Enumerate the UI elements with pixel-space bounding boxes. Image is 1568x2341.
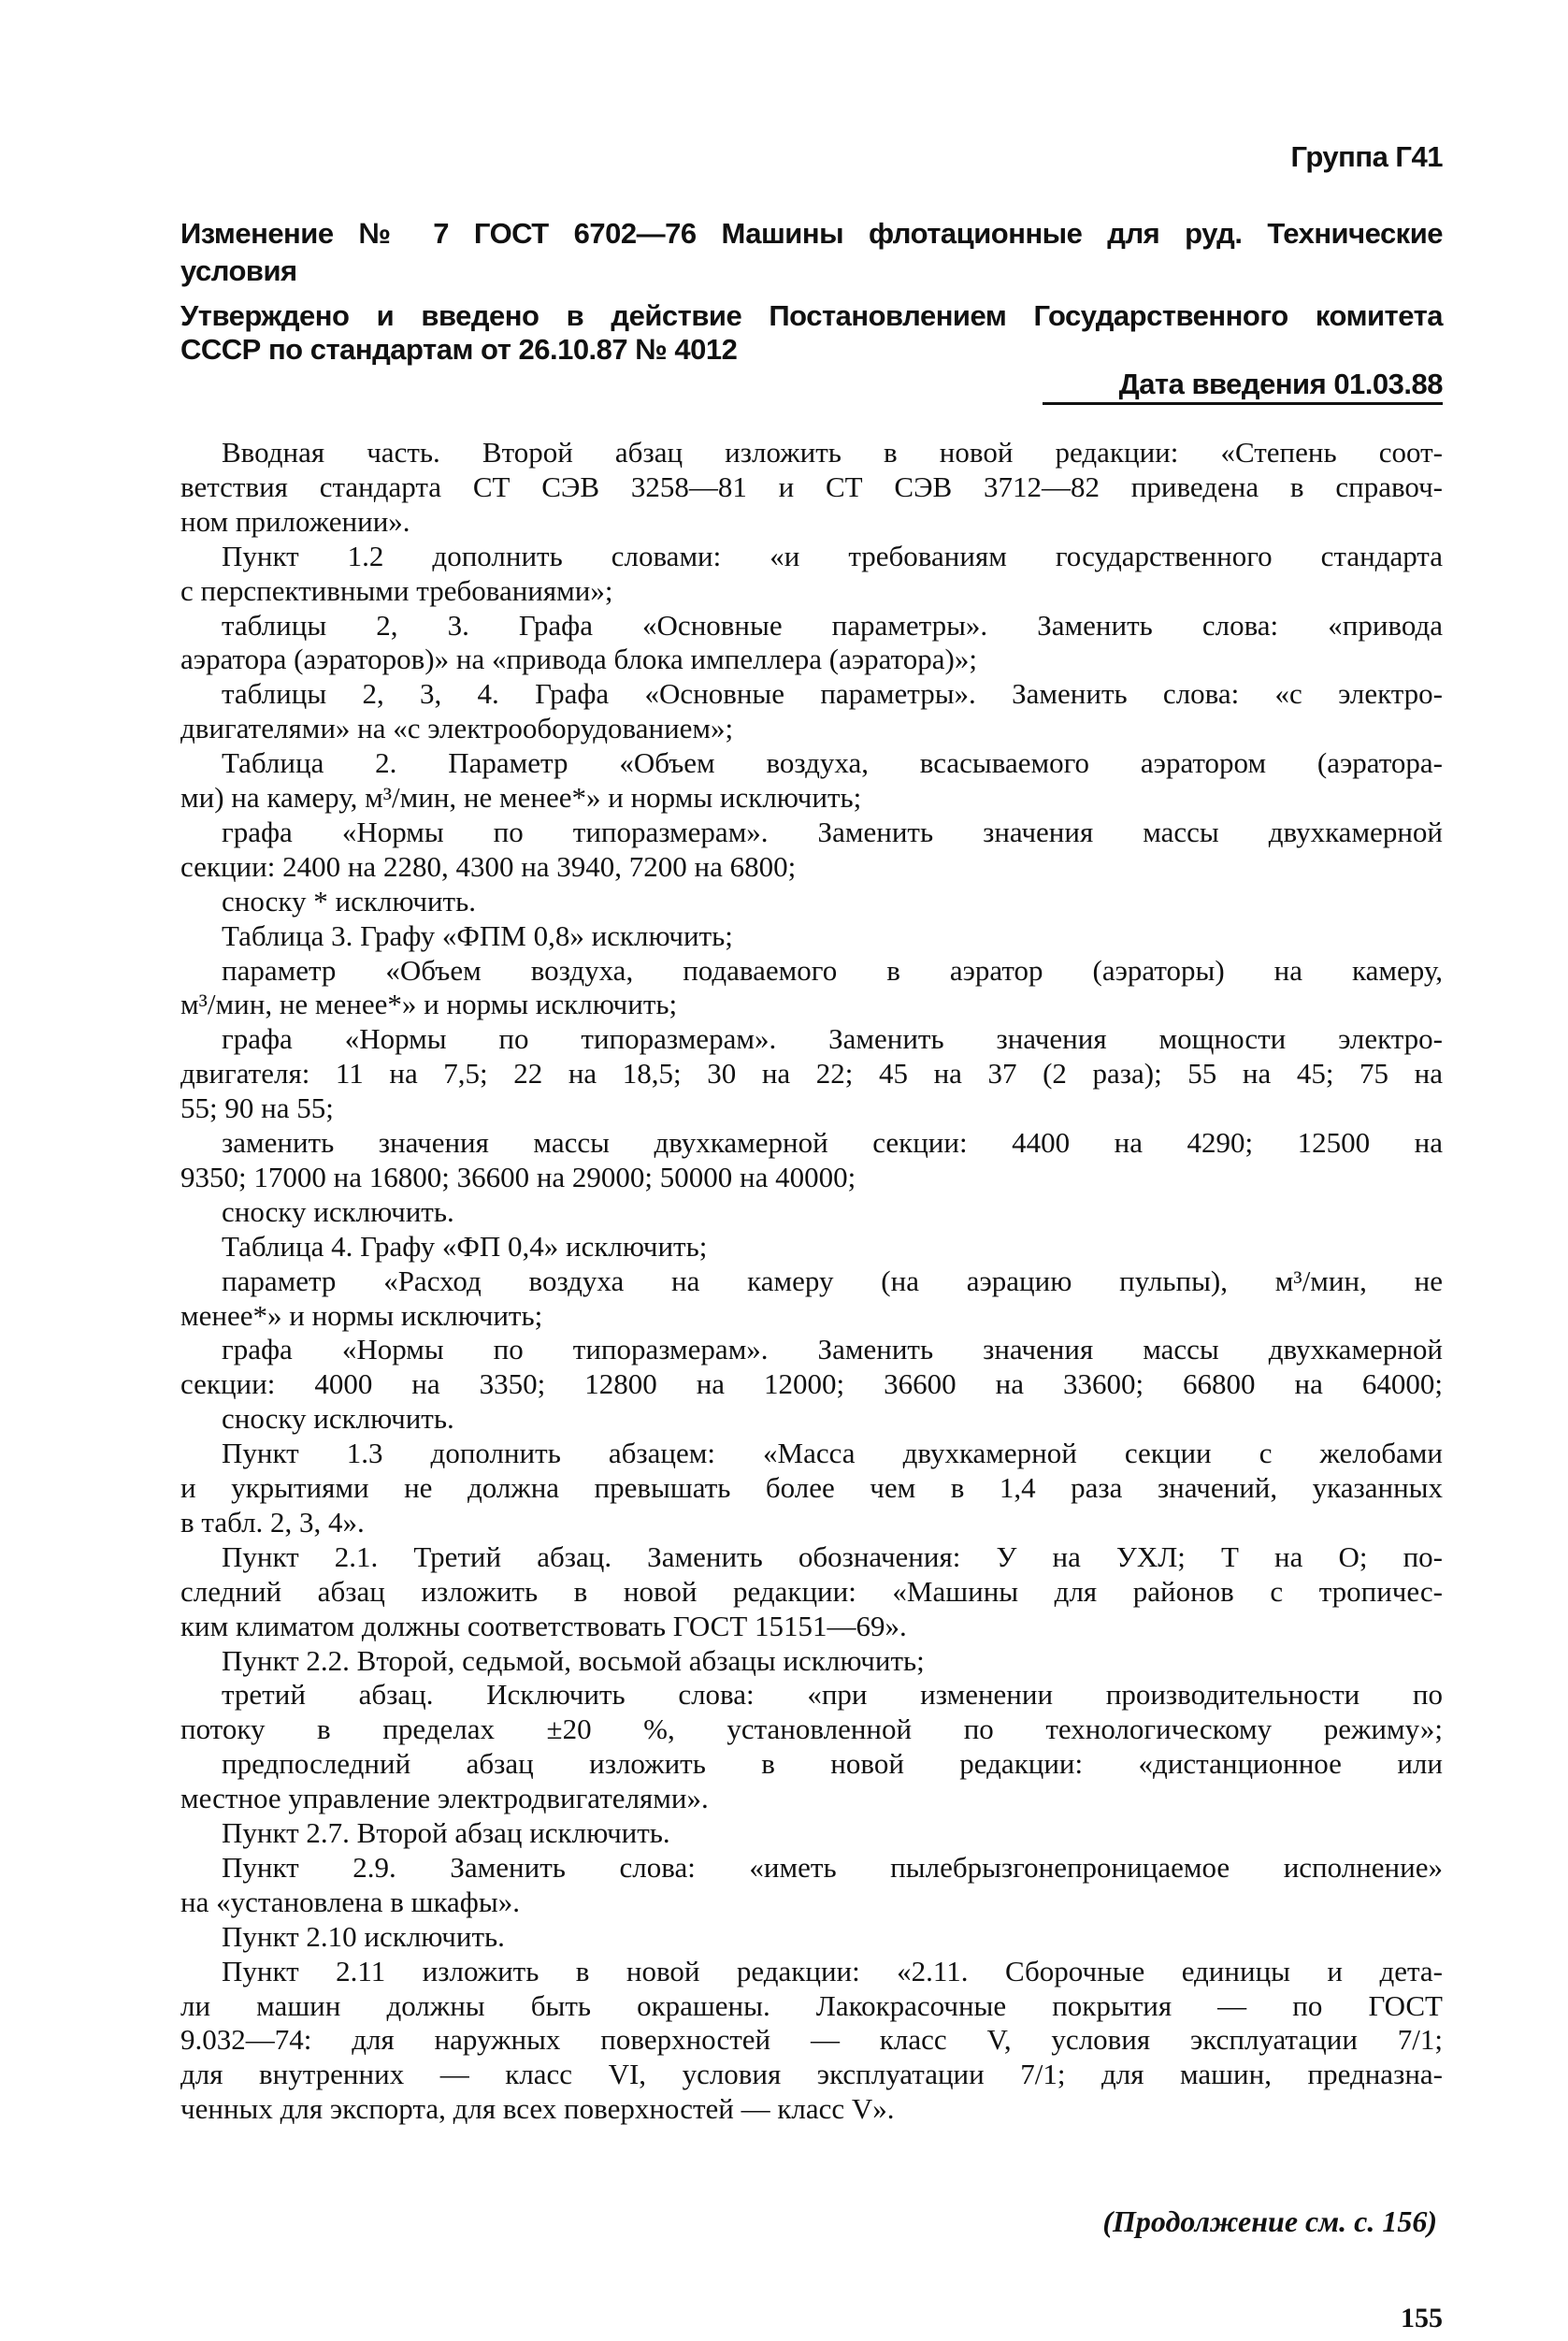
effective-date: Дата введения 01.03.88 — [1118, 368, 1443, 400]
text-line: местное управление электродвигателями». — [180, 1782, 709, 1815]
group-code: Группа Г41 — [1290, 140, 1443, 173]
text-line: 9.032—74: для наружных поверхностей — класс V, условия эксплуатации 7/1; — [180, 2023, 1443, 2057]
text-line: третий абзац. Исключить слова: «при изменении производительности по — [222, 1678, 1443, 1712]
text-line: Пункт 2.10 исключить. — [222, 1919, 505, 1953]
text-line: Таблица 3. Графу «ФПМ 0,8» исключить; — [222, 918, 733, 952]
text-line: ми) на камеру, м³/мин, не менее*» и нормы исключить; — [180, 781, 862, 814]
text-line: Пункт 2.9. Заменить слова: «иметь пылебрызгонепроницаемое исполнение» — [222, 1850, 1443, 1884]
text-line: сноску исключить. — [222, 1194, 454, 1228]
text-line: предпоследний абзац изложить в новой редакции: «дистанционное или — [222, 1747, 1443, 1781]
text-line: Пункт 1.2 дополнить словами: «и требованиям государственного стандарта — [222, 539, 1443, 572]
title-line: условия — [180, 254, 297, 287]
text-line: для внутренних — класс VI, условия эксплуатации 7/1; для машин, предназна- — [180, 2058, 1443, 2091]
text-line: ким климатом должны соответствовать ГОСТ 15151—69». — [180, 1609, 907, 1642]
text-line: в табл. 2, 3, 4». — [180, 1505, 365, 1539]
text-line: Таблица 2. Параметр «Объем воздуха, всасываемого аэратором (аэратора- — [222, 746, 1443, 780]
page-number: 155 — [1401, 2303, 1443, 2334]
text-line: двигателя: 11 на 7,5; 22 на 18,5; 30 на 22; 45 на 37 (2 раза); 55 на 45; 75 на — [180, 1057, 1443, 1091]
text-line: графа «Нормы по типоразмерам». Заменить значения мощности электро- — [222, 1022, 1443, 1056]
text-line: графа «Нормы по типоразмерам». Заменить значения массы двухкамерной — [222, 1333, 1443, 1366]
text-line: графа «Нормы по типоразмерам». Заменить значения массы двухкамерной — [222, 815, 1443, 848]
text-line: Пункт 2.2. Второй, седьмой, восьмой абзацы исключить; — [222, 1643, 925, 1677]
text-line: Пункт 2.1. Третий абзац. Заменить обозначения: У на УХЛ; Т на О; по- — [222, 1539, 1443, 1573]
text-line: следний абзац изложить в новой редакции: «Машины для районов с тропичес- — [180, 1574, 1443, 1608]
text-line: секции: 2400 на 2280, 4300 на 3940, 7200 на 6800; — [180, 849, 797, 883]
text-line: сноску исключить. — [222, 1402, 454, 1436]
text-line: Пункт 2.11 изложить в новой редакции: «2.11. Сборочные единицы и дета- — [222, 1954, 1443, 1987]
text-line: аэратора (аэраторов)» на «привода блока импеллера (аэратора)»; — [180, 643, 977, 676]
text-line: параметр «Объем воздуха, подаваемого в аэратор (аэраторы) на камеру, — [222, 953, 1443, 987]
text-line: двигателями» на «с электрооборудованием»; — [180, 712, 734, 745]
text-line: Пункт 1.3 дополнить абзацем: «Масса двухкамерной секции с желобами — [222, 1437, 1443, 1470]
text-line: секции: 4000 на 3350; 12800 на 12000; 36600 на 33600; 66800 на 64000; — [180, 1367, 1443, 1401]
text-line: менее*» и нормы исключить; — [180, 1298, 543, 1332]
continuation-note: (Продолжение см. с. 156) — [1102, 2204, 1437, 2238]
text-line: ветствия стандарта СТ СЭВ 3258—81 и СТ СЭВ 3712—82 приведена в справоч- — [180, 470, 1443, 503]
text-line: Вводная часть. Второй абзац изложить в новой редакции: «Степень соот- — [222, 436, 1443, 469]
text-line: с перспективными требованиями»; — [180, 573, 613, 607]
title-line: Изменение № 7 ГОСТ 6702—76 Машины флотационные для руд. Технические — [180, 217, 1443, 250]
text-line: 55; 90 на 55; — [180, 1091, 334, 1125]
text-line: Пункт 2.7. Второй абзац исключить. — [222, 1816, 670, 1849]
text-line: на «установлена в шкафы». — [180, 1885, 520, 1918]
text-line: ли машин должны быть окрашены. Лакокрасочные покрытия — по ГОСТ — [180, 1988, 1443, 2022]
text-line: параметр «Расход воздуха на камеру (на аэрацию пульпы), м³/мин, не — [222, 1264, 1443, 1297]
approval-line: СССР по стандартам от 26.10.87 № 4012 — [180, 333, 738, 366]
text-line: ченных для экспорта, для всех поверхностей — класс V». — [180, 2092, 895, 2126]
approval-line: Утверждено и введено в действие Постановлением Государственного комитета — [180, 299, 1443, 332]
text-line: Таблица 4. Графу «ФП 0,4» исключить; — [222, 1229, 708, 1263]
text-line: сноску * исключить. — [222, 884, 476, 918]
text-line: заменить значения массы двухкамерной секции: 4400 на 4290; 12500 на — [222, 1126, 1443, 1159]
text-line: таблицы 2, 3, 4. Графа «Основные параметры». Заменить слова: «с электро- — [222, 677, 1443, 711]
date-underline — [1043, 402, 1443, 405]
text-line: потоку в пределах ±20 %, установленной по технологическому режиму»; — [180, 1712, 1443, 1746]
text-line: таблицы 2, 3. Графа «Основные параметры». Заменить слова: «привода — [222, 608, 1443, 642]
text-line: ном приложении». — [180, 504, 410, 538]
text-line: м³/мин, не менее*» и нормы исключить; — [180, 988, 678, 1021]
text-line: 9350; 17000 на 16800; 36600 на 29000; 50000 на 40000; — [180, 1160, 856, 1193]
text-line: и укрытиями не должна превышать более чем в 1,4 раза значений, указанных — [180, 1471, 1443, 1504]
